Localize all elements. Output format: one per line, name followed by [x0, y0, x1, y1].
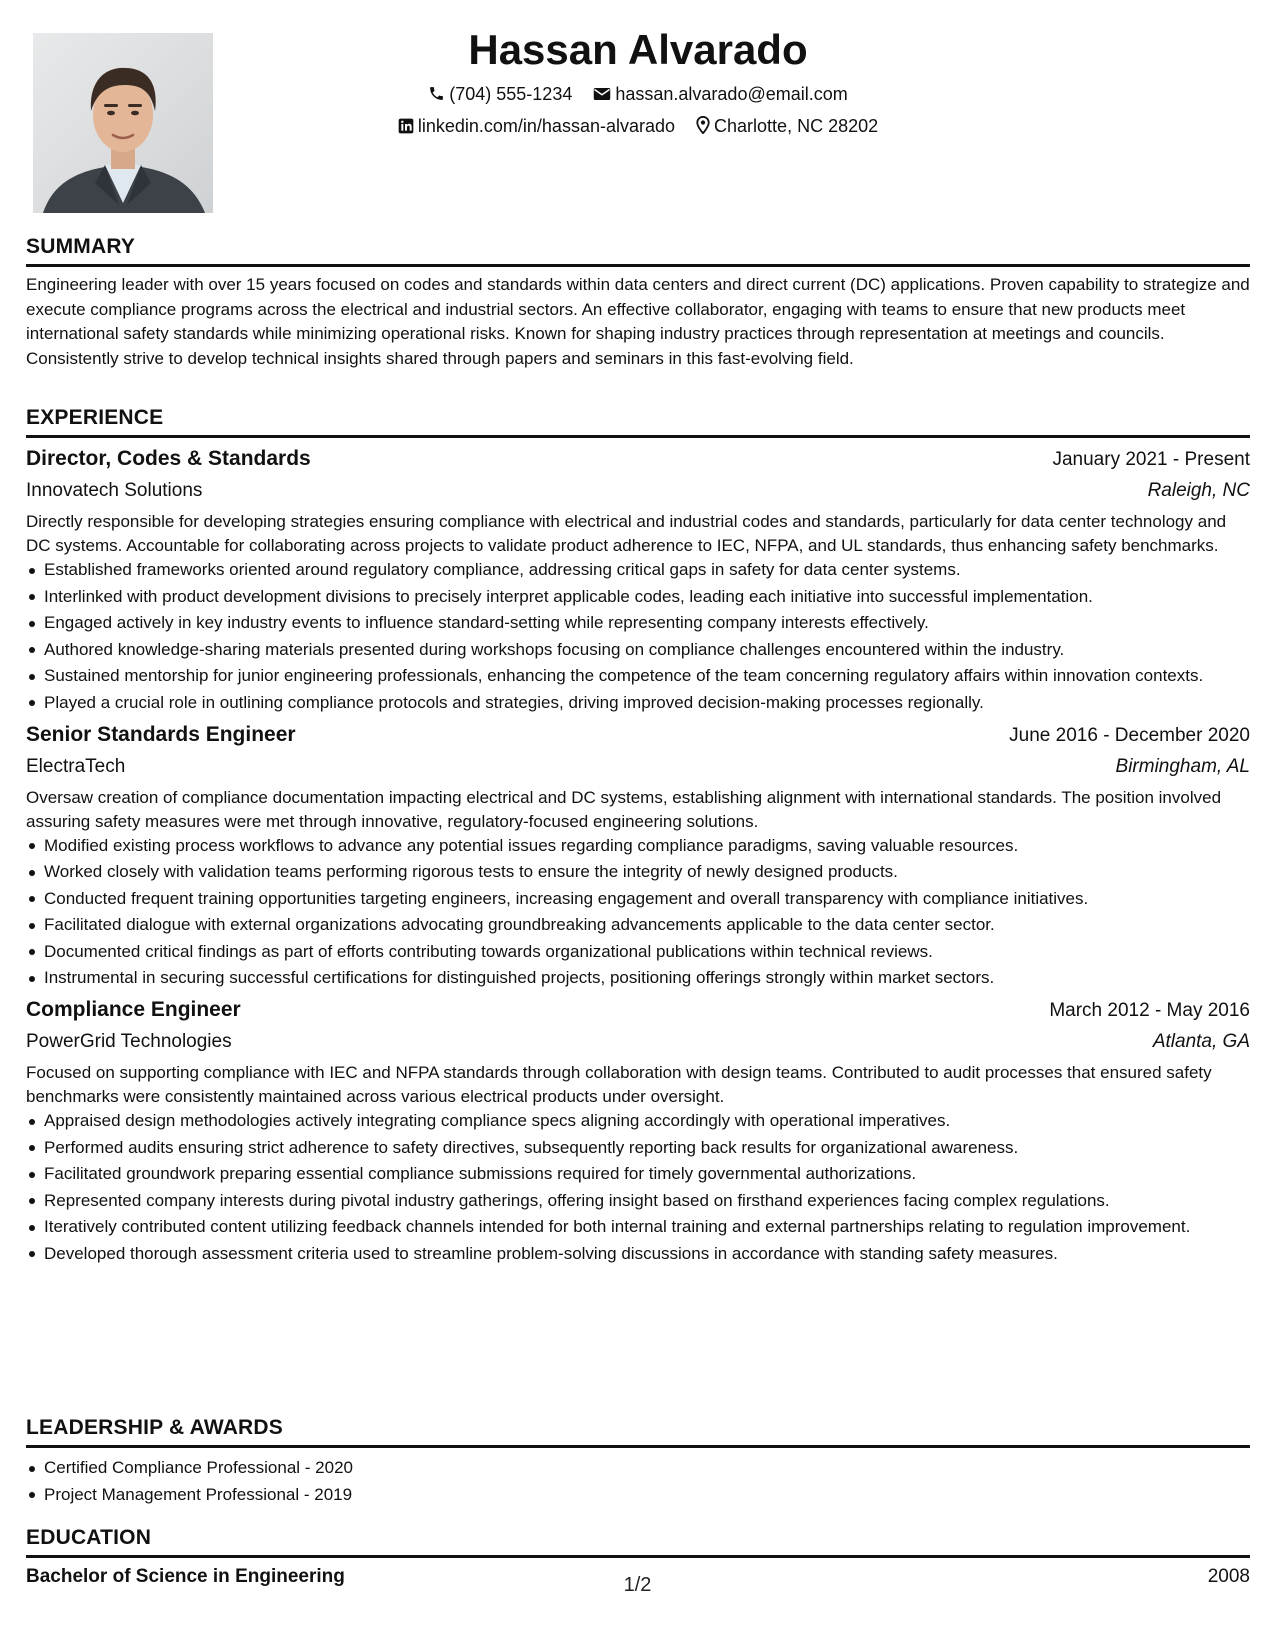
job-bullets	[26, 834, 1250, 991]
job-description: Oversaw creation of compliance documentation impacting electrical and DC systems, establishing alignment with international standards. The position involved assuring safety measures were met through innovative, regulatory-focused engineering solutions.	[26, 787, 1222, 831]
bullet-item: Developed thorough assessment criteria used to streamline problem-solving discussions in accordance with standing safety measures.	[44, 1242, 1250, 1266]
bullet-item: Iteratively contributed content utilizing feedback channels intended for both internal training and external partnerships relating to regulation improvement.	[44, 1215, 1250, 1239]
location-contact	[696, 110, 878, 142]
leadership-section	[26, 1415, 1250, 1509]
bullet-item: Facilitated dialogue with external organizations advocating groundbreaking advancements applicable to the data center sector.	[44, 913, 1250, 937]
summary-heading: SUMMARY	[26, 234, 1250, 267]
awards-list	[26, 1456, 1250, 1507]
bullet-item: Documented critical findings as part of efforts contributing towards organizational publications within technical reviews.	[44, 940, 1250, 964]
email-address[interactable]: hassan.alvarado@email.com	[615, 84, 848, 104]
job-entry	[26, 719, 1250, 991]
bullet-item: Appraised design methodologies actively integrating compliance specs aligning accordingly with operational imperatives.	[44, 1109, 1250, 1133]
phone-number: (704) 555-1234	[449, 84, 573, 104]
page-number: 1/2	[623, 1574, 652, 1596]
email-contact[interactable]	[593, 78, 847, 110]
summary-text: Engineering leader with over 15 years focused on codes and standards within data centers and direct current (DC) applications. Proven capability to strategize and execute compliance programs across the electrical and industrial sectors. An effective collaborator, engaging with teams to ensure that new products meet international safety standards while minimizing operational risks. Known for shaping industry practices through representation at meetings and councils. Consistently strive to develop technical insights shared through papers and seminars in this fast-evolving field.	[26, 275, 1250, 368]
bullet-item: Facilitated groundwork preparing essential compliance submissions required for timely governmental authorizations.	[44, 1162, 1250, 1186]
map-pin-icon	[696, 116, 710, 134]
resume-header	[26, 22, 1250, 142]
bullet-item: Instrumental in securing successful certifications for distinguished projects, positioning offerings strongly within market sectors.	[44, 966, 1250, 990]
linkedin-icon	[398, 118, 414, 134]
job-location: Birmingham, AL	[1115, 755, 1250, 777]
job-description: Directly responsible for developing strategies ensuring compliance with electrical and industrial codes and standards, particularly for data center technology and DC systems. Accountable for collaborating across projects to validate product adherence to IEC, NFPA, and UL standards, thus enhancing safety benchmarks.	[26, 512, 1227, 555]
summary-section	[26, 234, 1250, 371]
job-entry	[26, 443, 1250, 715]
candidate-name: Hassan Alvarado	[468, 26, 808, 73]
location-text: Charlotte, NC 28202	[714, 116, 879, 136]
linkedin-contact[interactable]	[398, 110, 675, 142]
award-item: Certified Compliance Professional - 2020	[44, 1456, 1250, 1480]
job-title: Director, Codes & Standards	[26, 447, 311, 470]
linkedin-url[interactable]: linkedin.com/in/hassan-alvarado	[417, 116, 676, 136]
job-description: Focused on supporting compliance with IEC and NFPA standards through collaboration with design teams. Contributed to audit processes that ensured safety benchmarks were consistently maintained across various electrical products under oversight.	[26, 1063, 1212, 1106]
bullet-item: Interlinked with product development divisions to precisely interpret applicable codes, leading each initiative into successful implementation.	[44, 585, 1250, 609]
job-location: Atlanta, GA	[1152, 1031, 1250, 1052]
education-year: 2008	[1207, 1566, 1250, 1587]
job-bullets	[26, 558, 1250, 715]
leadership-heading: LEADERSHIP & AWARDS	[26, 1415, 1250, 1448]
bullet-item: Authored knowledge-sharing materials presented during workshops focusing on compliance challenges encountered within the industry.	[44, 638, 1250, 662]
job-dates: March 2012 - May 2016	[1049, 1000, 1250, 1021]
award-item: Project Management Professional - 2019	[44, 1483, 1250, 1507]
resume-page	[26, 0, 1250, 1650]
bullet-item: Engaged actively in key industry events to influence standard-setting while representing company interests effectively.	[44, 611, 1250, 635]
education-heading: EDUCATION	[26, 1525, 1250, 1558]
job-company: ElectraTech	[26, 755, 126, 777]
job-title: Senior Standards Engineer	[26, 722, 296, 746]
bullet-item: Played a crucial role in outlining compliance protocols and strategies, driving improved decision-making processes regionally.	[44, 691, 1250, 715]
bullet-item: Conducted frequent training opportunities targeting engineers, increasing engagement and overall transparency with compliance initiatives.	[44, 887, 1250, 911]
bullet-item: Modified existing process workflows to advance any potential issues regarding compliance paradigms, saving valuable resources.	[44, 834, 1250, 858]
phone-icon	[428, 85, 445, 102]
contact-line-1	[26, 78, 1250, 110]
bullet-item: Sustained mentorship for junior engineering professionals, enhancing the competence of the team concerning regulatory affairs within innovation contexts.	[44, 664, 1250, 688]
contact-line-2	[26, 110, 1250, 142]
education-degree: Bachelor of Science in Engineering	[26, 1566, 345, 1587]
bullet-item: Worked closely with validation teams performing rigorous tests to ensure the integrity of newly designed products.	[44, 860, 1250, 884]
envelope-icon	[593, 86, 611, 102]
job-location: Raleigh, NC	[1147, 480, 1250, 501]
job-company: PowerGrid Technologies	[26, 1031, 232, 1052]
job-bullets	[26, 1109, 1250, 1266]
job-company: Innovatech Solutions	[26, 480, 203, 501]
phone-contact	[428, 78, 572, 110]
bullet-item: Represented company interests during pivotal industry gatherings, offering insight based on firsthand experiences facing complex regulations.	[44, 1189, 1250, 1213]
job-dates: January 2021 - Present	[1052, 449, 1250, 470]
bullet-item: Performed audits ensuring strict adherence to safety directives, subsequently reporting back results for organizational awareness.	[44, 1136, 1250, 1160]
experience-section	[26, 405, 1250, 1268]
experience-heading: EXPERIENCE	[26, 405, 1250, 438]
job-entry	[26, 994, 1250, 1266]
job-title: Compliance Engineer	[26, 998, 241, 1021]
job-dates: June 2016 - December 2020	[1009, 724, 1250, 746]
bullet-item: Established frameworks oriented around regulatory compliance, addressing critical gaps in safety for data center systems.	[44, 558, 1250, 582]
